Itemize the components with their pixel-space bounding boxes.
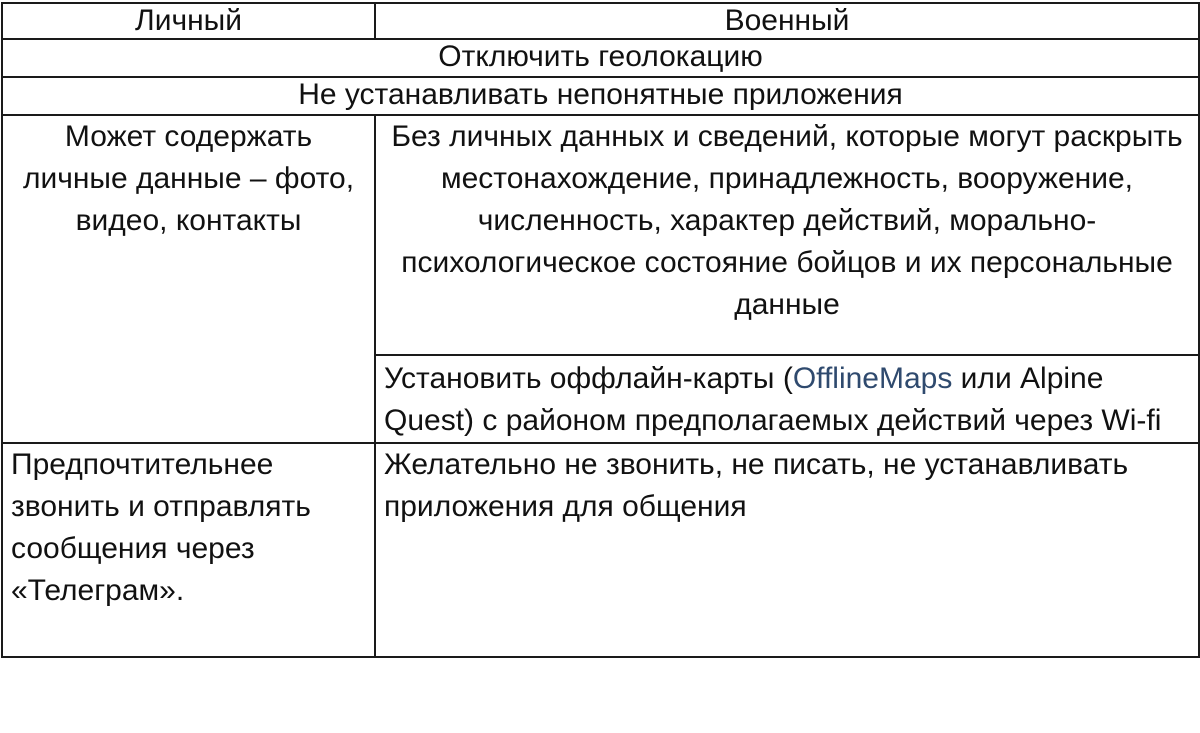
cell-personal-data-right: Без личных данных и сведений, которые могут раскрыть местонахождение, принадлежность, вооружение, численность, характер действий, морально-психологическое состояние бойцов и их персональные данные <box>375 115 1199 355</box>
cell-disable-geolocation: Отключить геолокацию <box>2 39 1199 77</box>
table-header-row <box>2 3 1199 39</box>
maps-text-before: Установить оффлайн-карты ( <box>384 362 793 395</box>
table-row-personal-data <box>2 115 1199 355</box>
offline-maps-link[interactable]: OfflineMaps <box>792 362 953 395</box>
cell-offline-maps <box>375 355 1199 443</box>
header-military: Военный <box>375 3 1199 39</box>
phone-rules-table <box>1 2 1200 658</box>
cell-calls-left: Предпочтительнее звонить и отправлять сообщения через «Телеграм». <box>2 443 375 657</box>
cell-calls-right: Желательно не звонить, не писать, не устанавливать приложения для общения <box>375 443 1199 657</box>
header-personal: Личный <box>2 3 375 39</box>
table-row-geolocation <box>2 39 1199 77</box>
cell-no-unknown-apps: Не устанавливать непонятные приложения <box>2 77 1199 115</box>
table-row-apps <box>2 77 1199 115</box>
cell-personal-data-left: Может содержать личные данные – фото, видео, контакты <box>2 115 375 443</box>
maps-text-after: или Alpine Quest) с районом предполагаемых действий через Wi-fi <box>384 362 1162 437</box>
table-row-calls <box>2 443 1199 657</box>
